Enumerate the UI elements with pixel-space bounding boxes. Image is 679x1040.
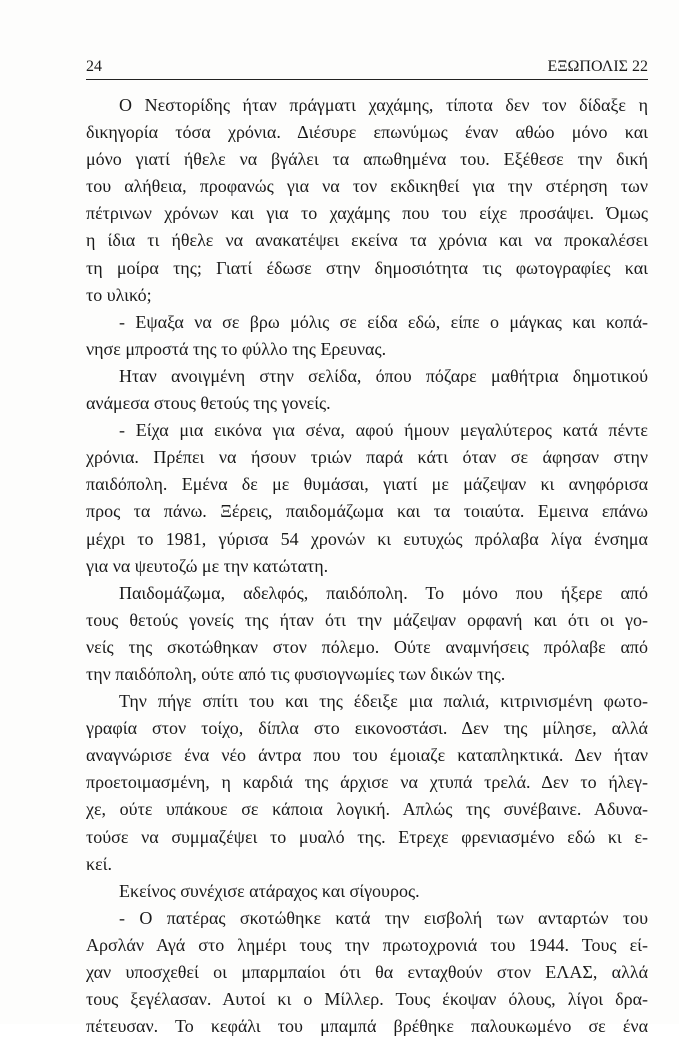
- text-line: τη μοίρα της; Γιατί έδωσε στην δημοσιότητα τις φωτογραφίες και: [86, 257, 648, 278]
- text-line: πέτευσαν. Το κεφάλι του μπαμπά βρέθηκε παλουκωμένο σε ένα: [86, 1016, 648, 1037]
- text-line: Εκείνος συνέχισε ατάραχος και σίγουρος.: [119, 880, 420, 901]
- text-line: μόνο γιατί ήθελε να βγάλει τα απωθημένα του. Εξέθεσε την δική: [86, 149, 648, 170]
- text-line: Αρσλάν Αγά στο λημέρι τους την πρωτοχρονιά του 1944. Τους εί-: [86, 934, 648, 955]
- text-line: τούσε να συμμαζέψει το μυαλό της. Ετρεχε φρενιασμένο εδώ κι ε-: [86, 826, 648, 847]
- text-line: χαν υποσχεθεί οι μπαρμπαίοι ότι θα ενταχθούν στον ΕΛΑΣ, αλλά: [86, 962, 648, 982]
- header-rule: [86, 79, 648, 80]
- text-line: Ηταν ανοιγμένη στην σελίδα, όπου πόζαρε μαθήτρια δημοτικού: [119, 365, 648, 386]
- text-line: χε, ούτε υπάκουε σε κάποια λογική. Απλώς της συνέβαινε. Αδυνα-: [86, 799, 648, 820]
- text-line: δικηγορία τόσα χρόνια. Διέσυρε επωνύμως έναν αθώο μόνο και: [86, 122, 648, 143]
- text-line: χρόνια. Πρέπει να ήσουν τριών παρά κάτι όταν σε άφησαν στην: [86, 447, 648, 468]
- text-line: ανάμεσα στους θετούς της γονείς.: [86, 393, 331, 414]
- text-line: την παιδόπολη, ούτε από τις φυσιογνωμίες των δικών της.: [86, 663, 506, 684]
- text-line: προς τα πάνω. Ξέρεις, παιδομάζωμα και τα τοιαύτα. Εμεινα επάνω: [86, 501, 648, 522]
- text-line: το υλικό;: [86, 284, 152, 305]
- text-line: η ίδια τι ήθελε να ανακατέψει εκείνα τα χρόνια και να προκαλέσει: [86, 230, 648, 251]
- text-line: Την πήγε σπίτι του και της έδειξε μια παλιά, κιτρινισμένη φωτο-: [119, 691, 648, 712]
- running-title: ΕΞΩΠΟΛΙΣ 22: [547, 58, 648, 75]
- text-line: - Είχα μια εικόνα για σένα, αφού ήμουν μεγαλύτερος κατά πέντε: [119, 420, 648, 441]
- text-line: Παιδομάζωμα, αδελφός, παιδόπολη. Το μόνο που ήξερε από: [119, 582, 648, 603]
- text-line: νησε μπροστά της το φύλλο της Ερευνας.: [86, 338, 387, 359]
- text-line: τους θετούς γονείς της ήταν ότι την μάζεψαν ορφανή και ότι οι γο-: [86, 609, 648, 630]
- text-line: - Εψαξα να σε βρω μόλις σε είδα εδώ, είπε ο μάγκας και κοπά-: [119, 311, 648, 332]
- body-text: [86, 92, 648, 1040]
- text-line: κεί.: [86, 853, 112, 874]
- text-line: - Ο πατέρας σκοτώθηκε κατά την εισβολή των ανταρτών του: [119, 907, 648, 928]
- text-line: του αλήθεια, προφανώς για να τον εκδικηθεί για την στέρηση των: [86, 176, 648, 197]
- text-line: παιδόπολη. Εμένα δε με θυμάσαι, γιατί με μάζεψαν κι ανηφόρισα: [86, 474, 648, 495]
- page-number: 24: [86, 58, 102, 75]
- text-line: Ο Νεστορίδης ήταν πράγματι χαχάμης, τίποτα δεν τον δίδαξε η: [119, 95, 648, 115]
- text-line: πέτρινων χρόνων και για το χαχάμης που του είχε προσάψει. Όμως: [86, 203, 648, 224]
- text-line: για να ψευτοζώ με την κατώτατη.: [86, 555, 329, 576]
- text-line: γραφία στον τοίχο, δίπλα στο εικονοστάσι. Δεν της μίλησε, αλλά: [86, 718, 648, 739]
- text-line: νείς της σκοτώθηκαν στον πόλεμο. Ούτε αναμνήσεις πρόλαβε από: [86, 636, 648, 657]
- text-line: προετοιμασμένη, η καρδιά της άρχισε να χτυπά τρελά. Δεν το ήλεγ-: [86, 772, 648, 793]
- text-line: μέχρι το 1981, γύρισα 54 χρονών κι ευτυχώς πρόλαβα λίγα ένσημα: [86, 528, 648, 549]
- text-line: τους ξεγέλασαν. Αυτοί κι ο Μίλλερ. Τους έκοψαν όλους, λίγοι δρα-: [86, 989, 648, 1010]
- running-header: [86, 58, 648, 80]
- text-line: αναγνώρισε ένα νέο άντρα που του έμοιαζε καταπληκτικά. Δεν ήταν: [86, 745, 648, 766]
